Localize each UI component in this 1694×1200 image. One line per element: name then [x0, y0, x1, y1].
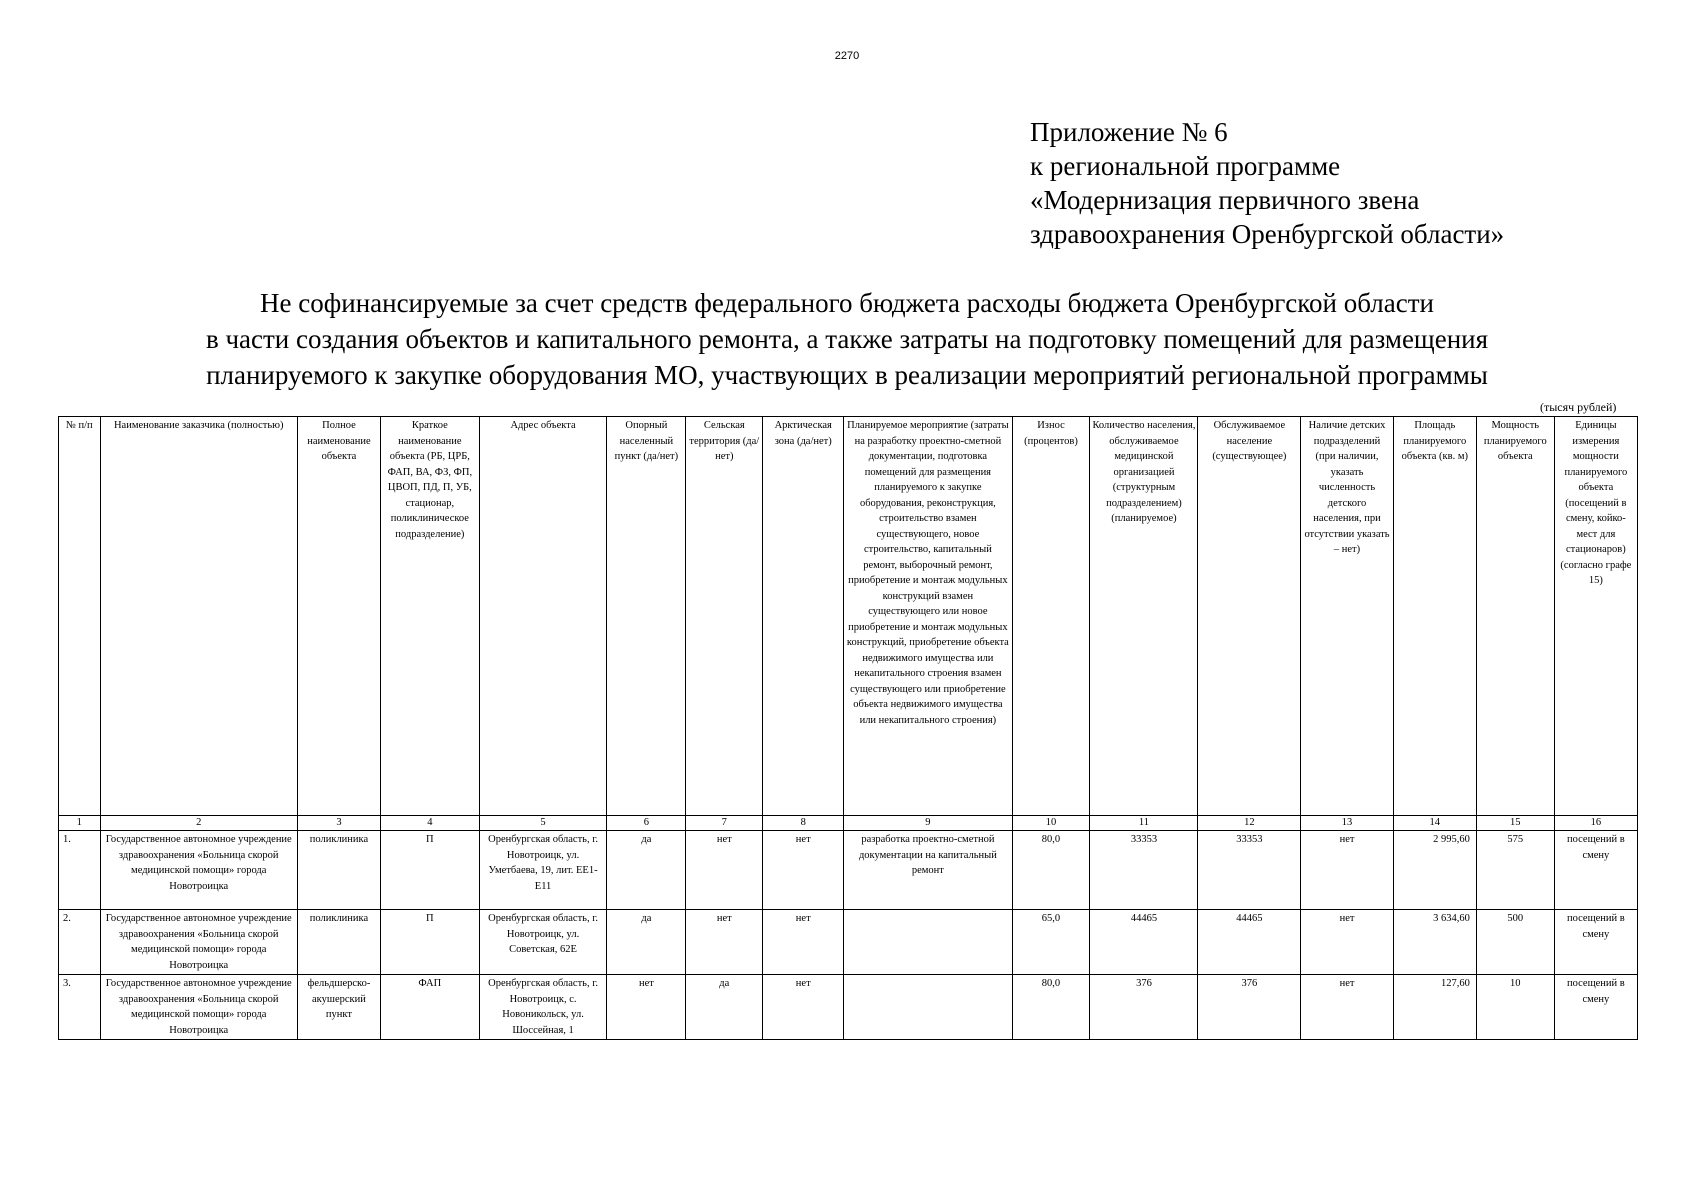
expenses-table — [58, 416, 1638, 1040]
cell-population-planned: 44465 — [1090, 910, 1198, 975]
header-cell: Износ (процентов) — [1012, 417, 1090, 816]
header-cell: Сельская территория (да/нет) — [686, 417, 763, 816]
cell-arctic: нет — [763, 910, 844, 975]
units-label: (тысяч рублей) — [1540, 400, 1617, 414]
column-number: 15 — [1476, 816, 1554, 831]
cell-capacity: 575 — [1476, 831, 1554, 910]
page-number: 2270 — [834, 50, 860, 62]
column-number: 14 — [1393, 816, 1476, 831]
appendix-block — [1030, 115, 1504, 251]
column-number: 3 — [297, 816, 380, 831]
cell-activity — [844, 975, 1012, 1040]
cell-population-planned: 33353 — [1090, 831, 1198, 910]
column-number: 13 — [1301, 816, 1393, 831]
cell-capacity-units: посещений в смену — [1554, 910, 1637, 975]
column-number: 10 — [1012, 816, 1090, 831]
cell-capacity: 10 — [1476, 975, 1554, 1040]
cell-arctic: нет — [763, 831, 844, 910]
cell-arctic: нет — [763, 975, 844, 1040]
table-row — [59, 975, 1638, 1040]
column-number: 6 — [607, 816, 686, 831]
column-number-row — [59, 816, 1638, 831]
cell-activity: разработка проектно-сметной документации на капитальный ремонт — [844, 831, 1012, 910]
column-number: 5 — [479, 816, 607, 831]
header-cell: Количество населения, обслуживаемое медицинской организацией (структурным подразделением) (планируемое) — [1090, 417, 1198, 816]
column-number: 1 — [59, 816, 101, 831]
cell-population-existing: 44465 — [1198, 910, 1301, 975]
appendix-line: Приложение № 6 — [1030, 117, 1228, 147]
cell-activity — [844, 910, 1012, 975]
cell-hub: нет — [607, 975, 686, 1040]
cell-object-short: П — [381, 910, 480, 975]
cell-rural: да — [686, 975, 763, 1040]
cell-object-full: фельдшерско-акушерский пункт — [297, 975, 380, 1040]
cell-customer: Государственное автономное учреждение здравоохранения «Больница скорой медицинской помощи» города Новотроицка — [100, 910, 297, 975]
cell-address: Оренбургская область, г. Новотроицк, ул. Уметбаева, 19, лит. ЕЕ1-Е11 — [479, 831, 607, 910]
cell-number: 2. — [59, 910, 101, 975]
cell-number: 1. — [59, 831, 101, 910]
column-number: 4 — [381, 816, 480, 831]
header-cell: Наименование заказчика (полностью) — [100, 417, 297, 816]
header-cell: Краткое наименование объекта (РБ, ЦРБ, ФАП, ВА, ФЗ, ФП, ЦВОП, ПД, П, УБ, стационар, поликлиническое подразделение) — [381, 417, 480, 816]
table-row — [59, 831, 1638, 910]
cell-population-planned: 376 — [1090, 975, 1198, 1040]
header-cell: Единицы измерения мощности планируемого объекта (посещений в смену, койко-мест для стационаров) (согласно графе 15) — [1554, 417, 1637, 816]
header-cell: № п/п — [59, 417, 101, 816]
cell-area: 127,60 — [1393, 975, 1476, 1040]
appendix-line: «Модернизация первичного звена — [1030, 185, 1420, 215]
table-row — [59, 910, 1638, 975]
cell-address: Оренбургская область, г. Новотроицк, с. Новоникольск, ул. Шоссейная, 1 — [479, 975, 607, 1040]
header-cell: Адрес объекта — [479, 417, 607, 816]
cell-rural: нет — [686, 910, 763, 975]
cell-wear: 80,0 — [1012, 831, 1090, 910]
cell-capacity-units: посещений в смену — [1554, 831, 1637, 910]
cell-address: Оренбургская область, г. Новотроицк, ул. Советская, 62Е — [479, 910, 607, 975]
header-cell: Опорный населенный пункт (да/нет) — [607, 417, 686, 816]
header-cell: Площадь планируемого объекта (кв. м) — [1393, 417, 1476, 816]
table-header-row — [59, 417, 1638, 816]
cell-object-full: поликлиника — [297, 910, 380, 975]
cell-wear: 80,0 — [1012, 975, 1090, 1040]
cell-hub: да — [607, 910, 686, 975]
header-cell: Мощность планируемого объекта — [1476, 417, 1554, 816]
header-cell: Полное наименование объекта — [297, 417, 380, 816]
cell-children: нет — [1301, 910, 1393, 975]
cell-wear: 65,0 — [1012, 910, 1090, 975]
title-line: в части создания объектов и капитального ремонта, а также затраты на подготовку помещений для размещения — [205, 324, 1489, 354]
cell-capacity-units: посещений в смену — [1554, 975, 1637, 1040]
cell-population-existing: 33353 — [1198, 831, 1301, 910]
cell-children: нет — [1301, 831, 1393, 910]
cell-customer: Государственное автономное учреждение здравоохранения «Больница скорой медицинской помощи» города Новотроицка — [100, 975, 297, 1040]
cell-object-full: поликлиника — [297, 831, 380, 910]
title-line: Не софинансируемые за счет средств федерального бюджета расходы бюджета Оренбургской области — [260, 288, 1434, 318]
column-number: 8 — [763, 816, 844, 831]
header-cell: Арктическая зона (да/нет) — [763, 417, 844, 816]
cell-customer: Государственное автономное учреждение здравоохранения «Больница скорой медицинской помощи» города Новотроицка — [100, 831, 297, 910]
cell-area: 3 634,60 — [1393, 910, 1476, 975]
cell-number: 3. — [59, 975, 101, 1040]
header-cell: Обслуживаемое население (существующее) — [1198, 417, 1301, 816]
column-number: 12 — [1198, 816, 1301, 831]
column-number: 11 — [1090, 816, 1198, 831]
header-cell: Планируемое мероприятие (затраты на разработку проектно-сметной документации, подготовка помещений для размещения планируемого к закупке оборудования, реконструкция, строительство взамен существующего, новое строительство, капитальный ремонт, выборочный ремонт, приобретение и монтаж модульных конструкций взамен существующего или новое приобретение и монтаж модульных конструкций, приобретение объекта недвижимого имущества или некапитального строения взамен существующего или приобретение объекта недвижимого имущества или некапитального строения) — [844, 417, 1012, 816]
column-number: 7 — [686, 816, 763, 831]
appendix-line: к региональной программе — [1030, 151, 1341, 181]
cell-population-existing: 376 — [1198, 975, 1301, 1040]
cell-area: 2 995,60 — [1393, 831, 1476, 910]
cell-rural: нет — [686, 831, 763, 910]
cell-children: нет — [1301, 975, 1393, 1040]
cell-capacity: 500 — [1476, 910, 1554, 975]
header-cell: Наличие детских подразделений (при наличии, указать численность детского населения, при отсутствии указать – нет) — [1301, 417, 1393, 816]
column-number: 2 — [100, 816, 297, 831]
cell-object-short: П — [381, 831, 480, 910]
document-title — [60, 285, 1634, 393]
cell-hub: да — [607, 831, 686, 910]
column-number: 16 — [1554, 816, 1637, 831]
title-line: планируемого к закупке оборудования МО, участвующих в реализации мероприятий региональной программы — [206, 360, 1488, 390]
column-number: 9 — [844, 816, 1012, 831]
appendix-line: здравоохранения Оренбургской области» — [1030, 219, 1505, 249]
cell-object-short: ФАП — [381, 975, 480, 1040]
